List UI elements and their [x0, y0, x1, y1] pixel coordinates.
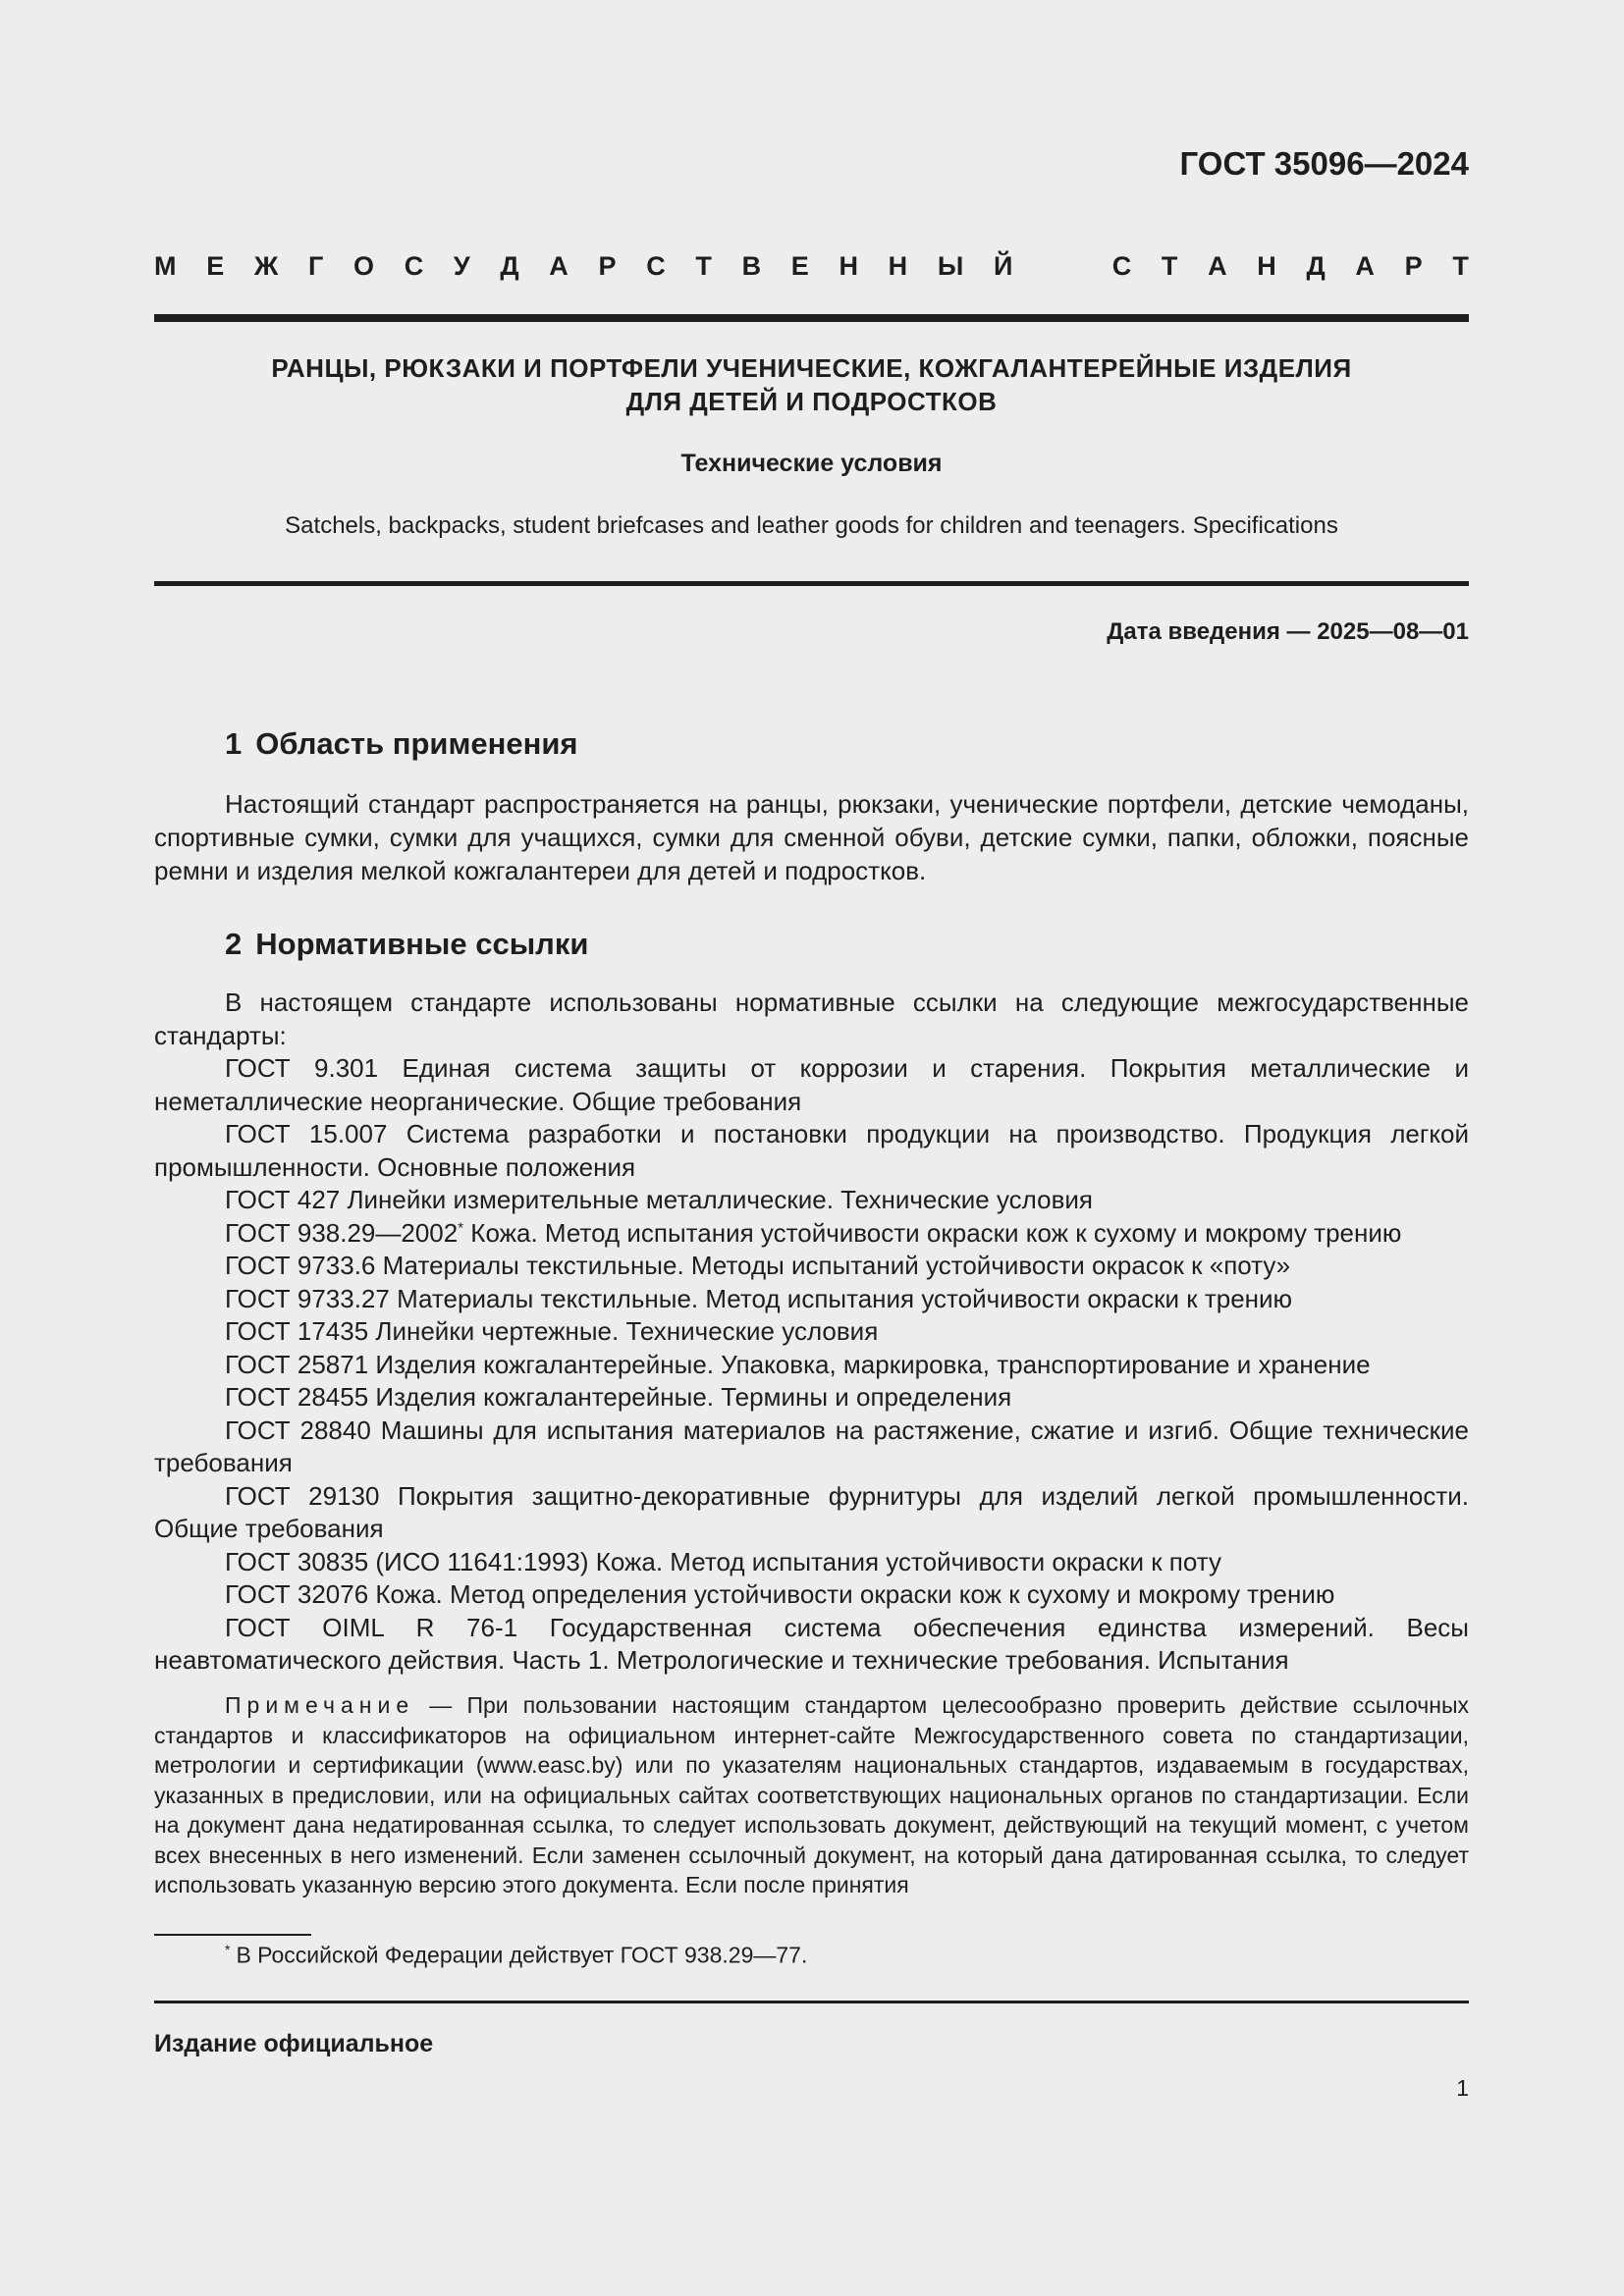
gost-code: ГОСТ 35096—2024 — [1179, 145, 1469, 182]
header-divider — [154, 314, 1469, 322]
reference-item: ГОСТ 15.007 Система разработки и постановки продукции на производство. Продукция легкой промышленности. Основные положения — [154, 1119, 1469, 1182]
heading-letter: Ж — [253, 251, 279, 281]
section-2-heading — [225, 927, 588, 962]
heading-letter: Н — [888, 251, 908, 281]
heading-letter: С — [404, 251, 424, 281]
section-title: Область применения — [255, 726, 578, 761]
reference-item: ГОСТ OIML R 76-1 Государственная система обеспечения единства измерений. Весы неавтоматического действия. Часть 1. Метрологические и технические требования. Испытания — [154, 1612, 1469, 1675]
heading-letter: А — [549, 251, 568, 281]
heading-letter: Й — [993, 251, 1013, 281]
heading-letter: Ы — [937, 251, 964, 281]
heading-letter: Р — [1404, 251, 1423, 281]
heading-letter: Т — [1452, 251, 1469, 281]
reference-title: Кожа. Метод испытания устойчивости окраски кож к сухому и мокрому трению — [463, 1217, 1402, 1248]
heading-letter: Н — [1257, 251, 1276, 281]
reference-item: ГОСТ 427 Линейки измерительные металлические. Технические условия — [225, 1185, 1093, 1214]
reference-item: ГОСТ 25871 Изделия кожгалантерейные. Упаковка, маркировка, транспортирование и хранение — [225, 1349, 1371, 1379]
reference-item: ГОСТ 28840 Машины для испытания материалов на растяжение, сжатие и изгиб. Общие технические требования — [154, 1415, 1469, 1477]
note-text: — При пользовании настоящим стандартом целесообразно проверить действие ссылочных стандартов и классификаторов на официальном интернет-сайте Межгосударственного совета по стандартизации, метрологии и сертификации (www.easc.by) или по указателям национальных стандартов, издаваемым в государствах, указанных в предисловии, или на официальных сайтах соответствующих национальных органов по стандартизации. Если на документ дана недатированная ссылка, то следует использовать документ, действующий на текущий момент, с учетом всех внесенных в него изменений. Если заменен ссылочный документ, на который дана датированная ссылка, то следует использовать указанную версию этого документа. Если после принятия — [154, 1692, 1469, 1897]
heading-letter: В — [741, 251, 762, 281]
footnote-marker: * — [458, 1218, 464, 1236]
heading-letter: Е — [790, 251, 809, 281]
reference-item: ГОСТ 9.301 Единая система защиты от коррозии и старения. Покрытия металлические и неметаллические неорганические. Общие требования — [154, 1053, 1469, 1116]
reference-code: ГОСТ 938.29—2002 — [225, 1217, 459, 1248]
references-intro: В настоящем стандарте использованы нормативные ссылки на следующие межгосударственные стандарты: — [154, 988, 1469, 1050]
reference-item: ГОСТ 28455 Изделия кожгалантерейные. Термины и определения — [225, 1382, 1012, 1412]
reference-item: ГОСТ 17435 Линейки чертежные. Технические условия — [225, 1316, 879, 1346]
section-title: Нормативные ссылки — [255, 927, 589, 961]
reference-item: ГОСТ 32076 Кожа. Метод определения устойчивости окраски кож к сухому и мокрому трению — [225, 1579, 1335, 1609]
official-edition-label: Издание официальное — [154, 2030, 434, 2057]
english-title: Satchels, backpacks, student briefcases and leather goods for children and teenagers. Specifications — [285, 512, 1338, 539]
scope-paragraph — [154, 787, 1469, 887]
title-line-1: РАНЦЫ, РЮКЗАКИ И ПОРТФЕЛИ УЧЕНИЧЕСКИЕ, КОЖГАЛАНТЕРЕЙНЫЕ ИЗДЕЛИЯ — [271, 353, 1352, 383]
introduction-date: Дата введения — 2025—08—01 — [1107, 618, 1469, 645]
heading-letter: Е — [206, 251, 225, 281]
section-1-heading — [225, 726, 578, 762]
reference-item: ГОСТ 29130 Покрытия защитно-декоративные фурнитуры для изделий легкой промышленности. Общие требования — [154, 1480, 1469, 1543]
heading-letter: С — [1111, 251, 1132, 281]
footnote-marker: * — [225, 1942, 231, 1957]
heading-letter: У — [453, 251, 470, 281]
scope-text: Настоящий стандарт распространяется на ранцы, рюкзаки, ученические портфели, детские чемоданы, спортивные сумки, сумки для учащихся, сумки для сменной обуви, детские сумки, папки, обложки, поясные ремни и изделия мелкой кожгалантереи для детей и подростков. — [154, 789, 1469, 885]
page-number: 1 — [1456, 2075, 1469, 2101]
heading-letter: Т — [1161, 251, 1178, 281]
interstate-standard-heading — [154, 251, 1469, 282]
references-note — [154, 1690, 1469, 1900]
heading-letter: А — [1208, 251, 1227, 281]
reference-item: ГОСТ 9733.6 Материалы текстильные. Методы испытаний устойчивости окрасок к «поту» — [225, 1251, 1291, 1280]
heading-letter: А — [1355, 251, 1375, 281]
footnote — [225, 1942, 807, 1969]
normative-references — [154, 987, 1469, 1678]
section-number: 2 — [225, 927, 243, 961]
heading-letter: С — [646, 251, 666, 281]
footer-divider — [154, 2001, 1469, 2003]
footnote-text: В Российской Федерации действует ГОСТ 938.29—77. — [236, 1942, 808, 1968]
word-gap — [1043, 251, 1082, 282]
heading-letter: Д — [500, 251, 519, 281]
note-label: Примечание — [225, 1692, 415, 1718]
heading-letter: Г — [307, 251, 324, 281]
reference-item — [154, 1217, 1469, 1251]
title-divider — [154, 581, 1469, 586]
heading-letter: Т — [695, 251, 712, 281]
footnote-divider — [154, 1934, 311, 1936]
heading-letter: О — [352, 251, 374, 281]
document-subtitle: Технические условия — [680, 450, 943, 477]
reference-item: ГОСТ 9733.27 Материалы текстильные. Метод испытания устойчивости окраски к трению — [225, 1283, 1293, 1313]
title-line-2: ДЛЯ ДЕТЕЙ И ПОДРОСТКОВ — [625, 387, 998, 416]
heading-letter: М — [154, 251, 177, 281]
heading-letter: Д — [1306, 251, 1326, 281]
section-number: 1 — [225, 726, 243, 761]
heading-letter: Н — [839, 251, 858, 281]
reference-item: ГОСТ 30835 (ИСО 11641:1993) Кожа. Метод испытания устойчивости окраски к поту — [225, 1546, 1221, 1576]
heading-letter: Р — [598, 251, 617, 281]
document-title — [154, 351, 1469, 418]
